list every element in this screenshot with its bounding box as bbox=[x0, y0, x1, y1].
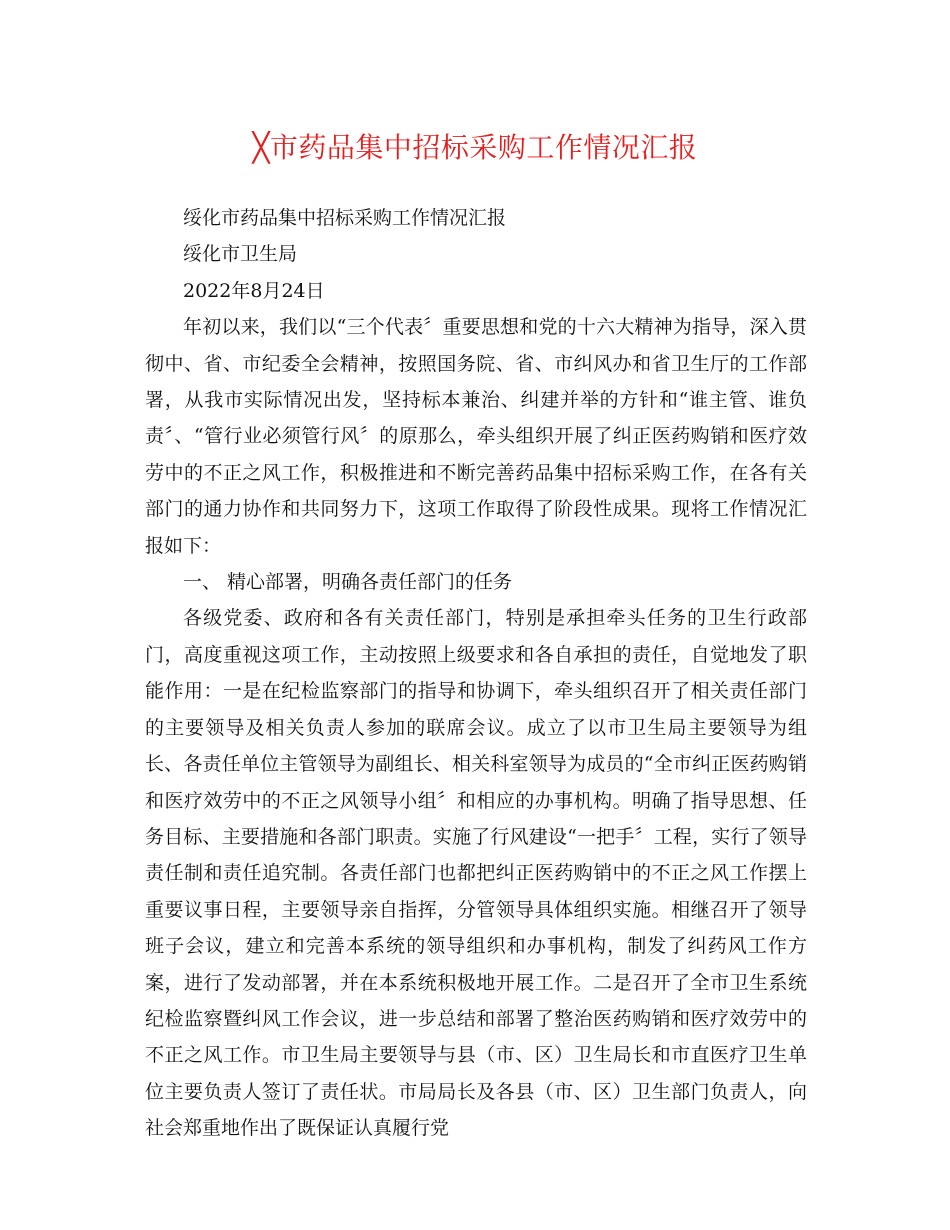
document-body bbox=[145, 200, 807, 1147]
paragraph-section-1: 各级党委、政府和各有关责任部门，特别是承担牵头任务的卫生行政部门，高度重视这项工作，主动按照上级要求和各自承担的责任，自觉地发了职能作用：一是在纪检监察部门的指导和协调下，牵头组织召开了相关责任部门的主要领导及相关负责人参加的联席会议。成立了以市卫生局主要领导为组长、各责任单位主管领导为副组长、相关科室领导为成员的“全市纠正医药购销和医疗效劳中的不正之风领导小组〞和相应的办事机构。明确了指导思想、任务目标、主要措施和各部门职责。实施了行风建设“一把手〞工程，实行了领导责任制和责任追究制。各责任部门也都把纠正医药购销中的不正之风工作摆上重要议事日程，主要领导亲自指挥，分管领导具体组织实施。相继召开了领导班子会议，建立和完善本系统的领导组织和办事机构，制发了纠药风工作方案，进行了发动部署，并在本系统积极地开展工作。二是召开了全市卫生系统纪检监察暨纠风工作会议，进一步总结和部署了整治医药购销和医疗效劳中的不正之风工作。市卫生局主要领导与县（市、区）卫生局长和市直医疗卫生单位主要负责人签订了责任状。市局局长及各县（市、区）卫生部门负责人，向社会郑重地作出了既保证认真履行党 bbox=[145, 607, 807, 1140]
document-issuer: 绥化市卫生局 bbox=[183, 243, 298, 266]
document-title: ╳市药品集中招标采购工作情况汇报 bbox=[252, 131, 698, 164]
document-subtitle: 绥化市药品集中招标采购工作情况汇报 bbox=[183, 207, 507, 229]
paragraph-intro: 年初以来，我们以“三个代表〞重要思想和党的十六大精神为指导，深入贯彻中、省、市纪委全会精神，按照国务院、省、市纠风办和省卫生厅的工作部署，从我市实际情况出发，坚持标本兼治、纠建并举的方针和“谁主管、谁负责〞、“管行业必须管行风〞的原那么，牵头组织开展了纠正医药购销和医疗效劳中的不正之风工作，积极推进和不断完善药品集中招标采购工作，在各有关部门的通力协作和共同努力下，这项工作取得了阶段性成果。现将工作情况汇报如下： bbox=[145, 316, 807, 557]
section-heading-1: 一、 精心部署，明确各责任部门的任务 bbox=[183, 571, 513, 594]
document-date: 2022年8月24日 bbox=[183, 279, 325, 302]
